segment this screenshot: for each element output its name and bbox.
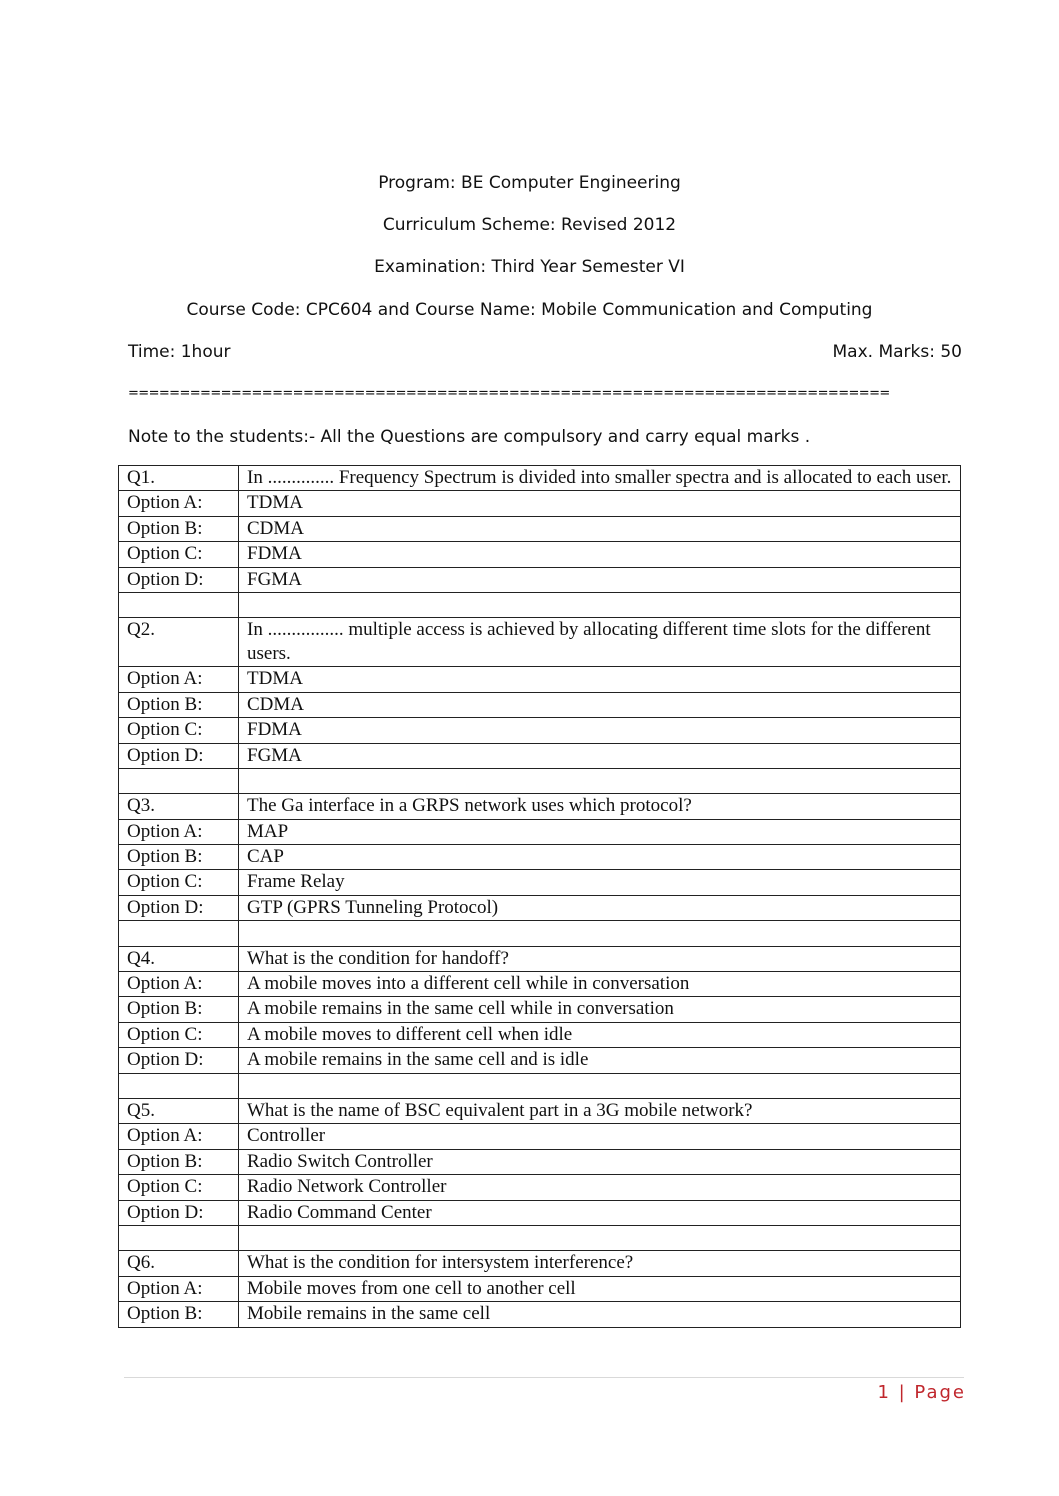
spacer-row	[119, 592, 961, 617]
option-row-label: Option C:	[119, 1022, 239, 1047]
question-row	[119, 466, 961, 491]
option-row-text: Controller	[239, 1124, 961, 1149]
option-row-label: Option A:	[119, 972, 239, 997]
option-row	[119, 743, 961, 768]
exam-time: Time: 1hour	[128, 342, 231, 362]
option-row-text: Radio Command Center	[239, 1200, 961, 1225]
option-row-label: Option C:	[119, 1175, 239, 1200]
option-row-label: Option D:	[119, 1048, 239, 1073]
option-row-text: Mobile moves from one cell to another cell	[239, 1276, 961, 1301]
option-row-label: Option B:	[119, 1302, 239, 1327]
question-row-text: What is the condition for intersystem interference?	[239, 1251, 961, 1276]
option-row-label: Option B:	[119, 1149, 239, 1174]
question-row	[119, 946, 961, 971]
option-row-text: CAP	[239, 845, 961, 870]
option-row-text: A mobile moves into a different cell while in conversation	[239, 972, 961, 997]
curriculum-scheme: Curriculum Scheme: Revised 2012	[382, 215, 677, 235]
option-row-text: Mobile remains in the same cell	[239, 1302, 961, 1327]
spacer-row-text	[239, 1225, 961, 1250]
question-row-text: The Ga interface in a GRPS network uses which protocol?	[239, 794, 961, 819]
option-row	[119, 1124, 961, 1149]
option-row-label: Option B:	[119, 692, 239, 717]
option-row-label: Option C:	[119, 542, 239, 567]
question-row-text: What is the condition for handoff?	[239, 946, 961, 971]
option-row-text: FGMA	[239, 567, 961, 592]
question-row-text: In .............. Frequency Spectrum is divided into smaller spectra and is allocated to each user.	[239, 466, 961, 491]
spacer-row-text	[239, 921, 961, 946]
question-row-label: Q4.	[119, 946, 239, 971]
option-row-label: Option B:	[119, 516, 239, 541]
question-row-label: Q2.	[119, 618, 239, 667]
option-row-label: Option A:	[119, 1124, 239, 1149]
separator-line: ==========================================================================	[128, 386, 890, 401]
option-row	[119, 1200, 961, 1225]
option-row	[119, 516, 961, 541]
question-row	[119, 794, 961, 819]
option-row-label: Option B:	[119, 845, 239, 870]
option-row-text: FDMA	[239, 718, 961, 743]
option-row	[119, 718, 961, 743]
option-row	[119, 997, 961, 1022]
option-row	[119, 819, 961, 844]
footer-divider	[124, 1377, 964, 1378]
spacer-row	[119, 1073, 961, 1098]
spacer-row-label	[119, 1225, 239, 1250]
option-row	[119, 1149, 961, 1174]
question-row	[119, 1098, 961, 1123]
option-row	[119, 1302, 961, 1327]
question-row-label: Q3.	[119, 794, 239, 819]
question-row-label: Q6.	[119, 1251, 239, 1276]
option-row-text: Frame Relay	[239, 870, 961, 895]
spacer-row	[119, 768, 961, 793]
spacer-row-text	[239, 592, 961, 617]
option-row	[119, 1022, 961, 1047]
option-row	[119, 895, 961, 920]
option-row-label: Option D:	[119, 1200, 239, 1225]
option-row	[119, 972, 961, 997]
option-row	[119, 1048, 961, 1073]
spacer-row	[119, 1225, 961, 1250]
option-row-label: Option A:	[119, 819, 239, 844]
examination-title: Examination: Third Year Semester VI	[374, 257, 685, 277]
option-row-label: Option D:	[119, 895, 239, 920]
option-row-label: Option C:	[119, 870, 239, 895]
option-row	[119, 845, 961, 870]
option-row-label: Option C:	[119, 718, 239, 743]
question-row-label: Q1.	[119, 466, 239, 491]
spacer-row-label	[119, 768, 239, 793]
option-row-text: A mobile moves to different cell when idle	[239, 1022, 961, 1047]
option-row-text: CDMA	[239, 692, 961, 717]
option-row-label: Option B:	[119, 997, 239, 1022]
option-row-text: Radio Network Controller	[239, 1175, 961, 1200]
option-row-text: Radio Switch Controller	[239, 1149, 961, 1174]
option-row	[119, 542, 961, 567]
student-note: Note to the students:- All the Questions are compulsory and carry equal marks .	[128, 427, 811, 447]
option-row-label: Option A:	[119, 667, 239, 692]
spacer-row-label	[119, 921, 239, 946]
spacer-row-text	[239, 1073, 961, 1098]
option-row	[119, 567, 961, 592]
spacer-row-label	[119, 1073, 239, 1098]
question-row-text: What is the name of BSC equivalent part in a 3G mobile network?	[239, 1098, 961, 1123]
option-row	[119, 870, 961, 895]
option-row	[119, 692, 961, 717]
option-row	[119, 491, 961, 516]
option-row-text: A mobile remains in the same cell and is idle	[239, 1048, 961, 1073]
question-row-text: In ................ multiple access is achieved by allocating different time slots for the different users.	[239, 618, 961, 667]
question-row	[119, 1251, 961, 1276]
option-row	[119, 1276, 961, 1301]
page-number: 1 | Page	[877, 1382, 966, 1403]
course-title: Course Code: CPC604 and Course Name: Mobile Communication and Computing	[186, 300, 873, 320]
spacer-row-text	[239, 768, 961, 793]
option-row-label: Option D:	[119, 567, 239, 592]
option-row-label: Option D:	[119, 743, 239, 768]
spacer-row-label	[119, 592, 239, 617]
max-marks: Max. Marks: 50	[832, 342, 962, 362]
question-row	[119, 618, 961, 667]
program-title: Program: BE Computer Engineering	[378, 173, 681, 193]
option-row-label: Option A:	[119, 1276, 239, 1301]
option-row-text: A mobile remains in the same cell while in conversation	[239, 997, 961, 1022]
question-row-label: Q5.	[119, 1098, 239, 1123]
option-row-text: TDMA	[239, 491, 961, 516]
option-row	[119, 1175, 961, 1200]
option-row-text: FDMA	[239, 542, 961, 567]
option-row-text: MAP	[239, 819, 961, 844]
option-row-label: Option A:	[119, 491, 239, 516]
option-row-text: GTP (GPRS Tunneling Protocol)	[239, 895, 961, 920]
option-row-text: CDMA	[239, 516, 961, 541]
question-table	[118, 465, 961, 1328]
option-row	[119, 667, 961, 692]
option-row-text: TDMA	[239, 667, 961, 692]
spacer-row	[119, 921, 961, 946]
option-row-text: FGMA	[239, 743, 961, 768]
